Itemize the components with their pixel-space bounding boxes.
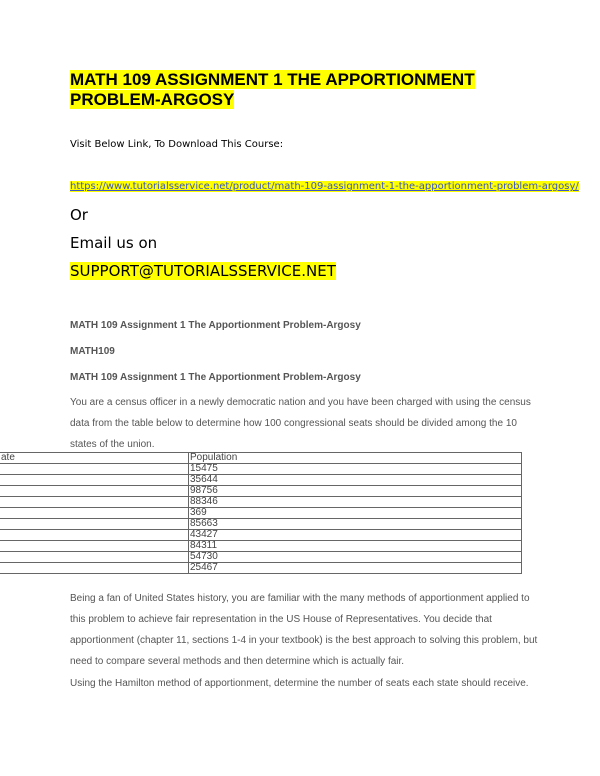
- or-text: Or: [70, 206, 88, 224]
- course-link[interactable]: [70, 181, 579, 192]
- subheading-assignment: MATH 109 Assignment 1 The Apportionment Problem-Argosy: [70, 320, 361, 331]
- state-cell: [0, 519, 189, 530]
- state-cell: [0, 530, 189, 541]
- course-link-text[interactable]: https://www.tutorialsservice.net/product/math-109-assignment-1-the-apportionment-problem-argosy/: [70, 181, 579, 192]
- table-row: [0, 552, 522, 563]
- table-row: [0, 486, 522, 497]
- table-row: [0, 519, 522, 530]
- population-cell: 54730: [189, 552, 522, 563]
- table-row: [0, 530, 522, 541]
- document-title-text: MATH 109 ASSIGNMENT 1 THE APPORTIONMENT PROBLEM-ARGOSY: [70, 70, 475, 109]
- subheading-assignment-repeat: MATH 109 Assignment 1 The Apportionment Problem-Argosy: [70, 372, 361, 383]
- document-title: [70, 70, 490, 110]
- table-header-row: [0, 453, 522, 464]
- table-row: [0, 475, 522, 486]
- table-row: [0, 508, 522, 519]
- state-cell: [0, 541, 189, 552]
- subheading-course-code: MATH109: [70, 346, 115, 357]
- header-state: ate: [0, 453, 189, 464]
- intro-paragraph: You are a census officer in a newly democratic nation and you have been charged with using the census data from the table below to determine how 100 congressional seats should be divided among the 10 states of the union.: [70, 397, 531, 450]
- table-row: [0, 497, 522, 508]
- population-cell: 35644: [189, 475, 522, 486]
- state-cell: [0, 486, 189, 497]
- population-cell: 84311: [189, 541, 522, 552]
- state-cell: [0, 552, 189, 563]
- state-cell: [0, 508, 189, 519]
- header-population: Population: [189, 453, 522, 464]
- population-cell: 85663: [189, 519, 522, 530]
- support-email-text[interactable]: SUPPORT@TUTORIALSSERVICE.NET: [70, 262, 336, 280]
- table-row: [0, 563, 522, 574]
- hamilton-paragraph: Using the Hamilton method of apportionment, determine the number of seats each state should receive.: [70, 678, 529, 689]
- visit-instruction: Visit Below Link, To Download This Course:: [70, 139, 284, 150]
- state-cell: [0, 475, 189, 486]
- table-row: [0, 541, 522, 552]
- population-cell: 98756: [189, 486, 522, 497]
- state-cell: [0, 464, 189, 475]
- population-cell: 15475: [189, 464, 522, 475]
- table-row: [0, 464, 522, 475]
- population-table: [0, 452, 522, 574]
- population-cell: 43427: [189, 530, 522, 541]
- state-cell: [0, 497, 189, 508]
- state-cell: [0, 563, 189, 574]
- support-email[interactable]: [70, 262, 336, 280]
- population-cell: 369: [189, 508, 522, 519]
- history-paragraph: Being a fan of United States history, you are familiar with the many methods of apportionment applied to this problem to achieve fair representation in the US House of Representatives. You decide that apportionment (chapter 11, sections 1-4 in your textbook) is the best approach to solving this problem, but need to compare several methods and then determine which is actually fair.: [70, 593, 538, 667]
- email-label: Email us on: [70, 234, 158, 252]
- population-cell: 25467: [189, 563, 522, 574]
- population-cell: 88346: [189, 497, 522, 508]
